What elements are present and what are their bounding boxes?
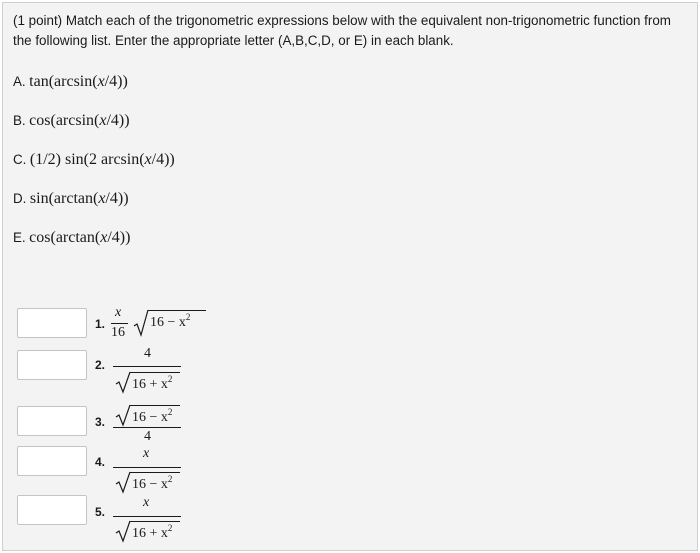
f3-fraction-bar — [113, 427, 181, 428]
answer-input-5[interactable] — [17, 495, 87, 525]
expression-letter: D. — [13, 191, 27, 206]
f2-vinculum — [130, 372, 180, 373]
f1-denominator: 16 — [111, 325, 125, 340]
expression-e — [13, 229, 130, 247]
expression-d — [13, 190, 129, 208]
f3-denominator: 4 — [144, 429, 151, 444]
expression-letter: B. — [13, 113, 26, 128]
f5-radicand: $16 + x^2$ — [132, 523, 173, 541]
f2-fraction-bar — [113, 366, 181, 367]
f2-numerator: 4 — [144, 346, 151, 361]
f5-radical-sign — [115, 520, 131, 542]
f1-vinculum — [148, 310, 206, 311]
f4-fraction-bar — [113, 467, 181, 468]
expression-math: sin(arctan(x/4)) — [29, 190, 129, 207]
f1-radicand: $16 - x^2$ — [150, 312, 191, 330]
answer-input-4[interactable] — [17, 446, 87, 476]
f1-numerator: x — [115, 305, 122, 320]
expression-math: cos(arctan(x/4)) — [29, 229, 131, 246]
answer-input-1[interactable] — [17, 308, 87, 338]
problem-panel — [2, 2, 698, 551]
expression-letter: E. — [13, 230, 26, 245]
f2-radical-sign — [115, 371, 131, 393]
f1-fraction-bar — [111, 323, 128, 324]
f4-numerator: x — [143, 446, 150, 461]
f2-radicand: $16 + x^2$ — [132, 374, 173, 392]
expression-math: (1/2) sin(2 arcsin(x/4)) — [29, 151, 175, 168]
f4-radical-sign — [115, 471, 131, 493]
item-number-3: 3. — [95, 415, 106, 429]
expression-c — [13, 151, 175, 169]
problem-statement: (1 point) Match each of the trigonometric expressions below with the equivalent non-trigonometric function from the following list. Enter the appropriate letter (A,B,C,D, or E) in each blank. — [13, 13, 671, 48]
f3-vinculum — [130, 405, 180, 406]
expression-math: tan(arcsin(x/4)) — [29, 73, 128, 90]
f1-radical-sign — [133, 309, 149, 337]
f5-vinculum — [130, 521, 180, 522]
f4-radicand: $16 - x^2$ — [132, 474, 173, 492]
f5-fraction-bar — [113, 516, 181, 517]
item-number-2: 2. — [95, 358, 106, 372]
item-number-4: 4. — [95, 455, 106, 469]
item-number-1: 1. — [95, 317, 106, 331]
expression-letter: C. — [13, 152, 27, 167]
expression-math: cos(arcsin(x/4)) — [29, 112, 130, 129]
f4-vinculum — [130, 472, 180, 473]
expression-a — [13, 73, 128, 91]
answer-input-3[interactable] — [17, 406, 87, 436]
item-number-5: 5. — [95, 505, 106, 519]
f3-radical-sign — [115, 404, 131, 426]
expression-b — [13, 112, 130, 130]
f3-radicand: $16 - x^2$ — [132, 407, 173, 425]
answer-input-2[interactable] — [17, 350, 87, 380]
f5-numerator: x — [143, 495, 150, 510]
expression-letter: A. — [13, 74, 26, 89]
